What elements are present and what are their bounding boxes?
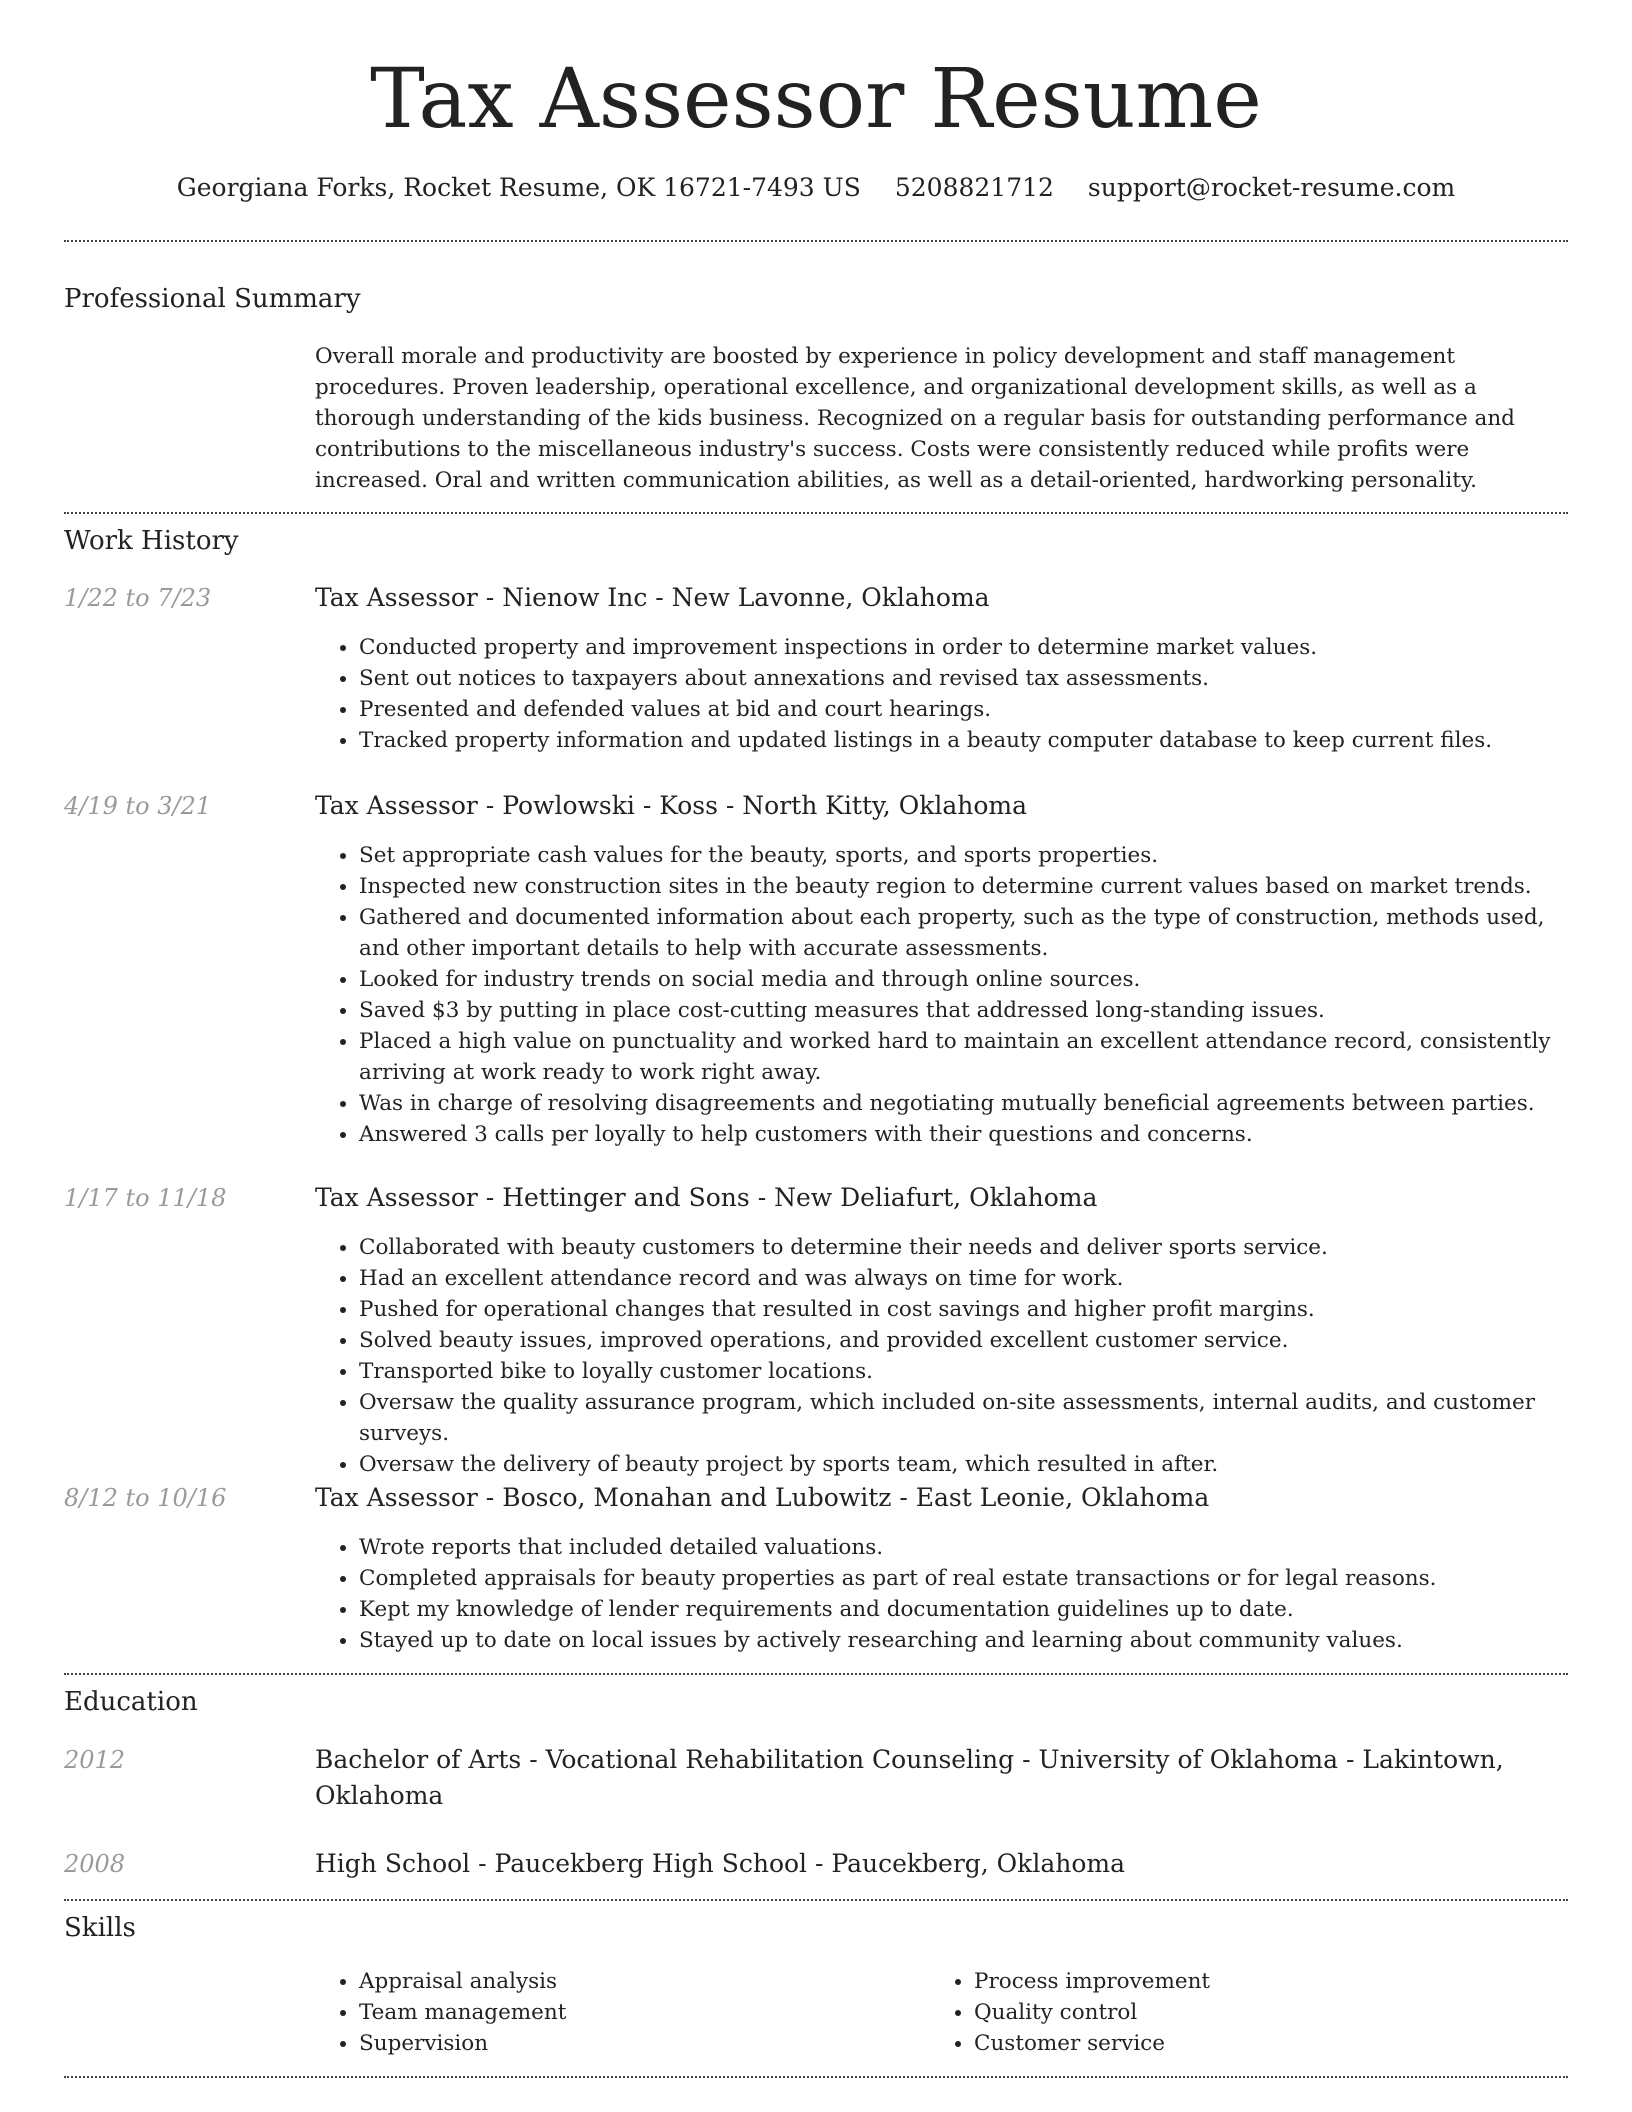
skills-list-right [930,1966,1530,2059]
job-title: Tax Assessor - Bosco, Monahan and Lubowitz - East Leonie, Oklahoma [315,1483,1210,1512]
skill-item: • Team management [359,1997,915,2028]
education-year: 2008 [64,1850,126,1878]
divider [64,512,1568,514]
job-dates: 1/17 to 11/18 [64,1184,227,1212]
contact-line [64,170,1568,206]
job-bullet: • Had an excellent attendance record and was always on time for work. [359,1263,1568,1294]
job-bullet: • Saved $3 by putting in place cost-cutting measures that addressed long-standing issues. [359,995,1568,1026]
divider [64,240,1568,242]
education-degree: Bachelor of Arts - Vocational Rehabilitation Counseling - University of Oklahoma - Lakintown, Oklahoma [315,1745,1504,1810]
skill-item: • Supervision [359,2028,915,2059]
job-bullet: • Transported bike to loyally customer locations. [359,1356,1568,1387]
education-heading: Education [64,1687,198,1717]
job-bullets [315,632,1568,756]
job-bullet: • Oversaw the delivery of beauty project by sports team, which resulted in after. [359,1449,1568,1480]
job-title: Tax Assessor - Powlowski - Koss - North Kitty, Oklahoma [315,791,1028,820]
job-bullet: • Solved beauty issues, improved operations, and provided excellent customer service. [359,1325,1568,1356]
summary-text: Overall morale and productivity are boosted by experience in policy development and staff management procedures. Proven leadership, operational excellence, and organizational development skills, as well as a thorough understanding of the kids business. Recognized on a regular basis for outstanding performance and contributions to the miscellaneous industry's success. Costs were consistently reduced while profits were increased. Oral and written communication abilities, as well as a detail-oriented, hardworking personality. [315,344,1515,493]
job-bullet: • Conducted property and improvement inspections in order to determine market values. [359,632,1568,663]
skills-heading: Skills [64,1913,136,1943]
job-bullet: • Collaborated with beauty customers to determine their needs and deliver sports service. [359,1232,1568,1263]
divider [64,1899,1568,1901]
job-bullet: • Wrote reports that included detailed valuations. [359,1532,1568,1563]
summary-heading: Professional Summary [64,284,361,314]
skill-item: • Customer service [974,2028,1530,2059]
job-title: Tax Assessor - Hettinger and Sons - New Deliafurt, Oklahoma [315,1183,1098,1212]
job-bullet: • Presented and defended values at bid and court hearings. [359,694,1568,725]
job-bullet: • Set appropriate cash values for the beauty, sports, and sports properties. [359,840,1568,871]
skill-item: • Process improvement [974,1966,1530,1997]
job-bullet: • Gathered and documented information about each property, such as the type of construction, methods used, and other important details to help with accurate assessments. [359,902,1568,964]
job-bullet: • Tracked property information and updated listings in a beauty computer database to keep current files. [359,725,1568,756]
contact-phone: 5208821712 [894,173,1054,202]
job-bullet: • Sent out notices to taxpayers about annexations and revised tax assessments. [359,663,1568,694]
contact-email[interactable]: support@rocket-resume.com [1087,173,1456,202]
work-history-heading: Work History [64,526,239,556]
job-bullets [315,1532,1568,1656]
job-bullet: • Kept my knowledge of lender requirements and documentation guidelines up to date. [359,1594,1568,1625]
skills-list-left [315,1966,915,2059]
job-dates: 8/12 to 10/16 [64,1484,227,1512]
job-dates: 4/19 to 3/21 [64,792,212,820]
job-bullet: • Oversaw the quality assurance program, which included on-site assessments, internal audits, and customer surveys. [359,1387,1568,1449]
job-title: Tax Assessor - Nienow Inc - New Lavonne, Oklahoma [315,583,990,612]
job-bullet: • Answered 3 calls per loyally to help customers with their questions and concerns. [359,1119,1568,1150]
education-year: 2012 [64,1746,126,1774]
job-bullet: • Placed a high value on punctuality and worked hard to maintain an excellent attendance record, consistently arriving at work ready to work right away. [359,1026,1568,1088]
contact-address: Georgiana Forks, Rocket Resume, OK 16721-7493 US [176,173,861,202]
job-bullet: • Looked for industry trends on social media and through online sources. [359,964,1568,995]
resume-title: Tax Assessor Resume [370,52,1262,147]
divider [64,2076,1568,2078]
skill-item: • Quality control [974,1997,1530,2028]
job-bullet: • Was in charge of resolving disagreements and negotiating mutually beneficial agreements between parties. [359,1088,1568,1119]
divider [64,1673,1568,1675]
job-dates: 1/22 to 7/23 [64,584,212,612]
skill-item: • Appraisal analysis [359,1966,915,1997]
job-bullets [315,840,1568,1150]
job-bullet: • Inspected new construction sites in the beauty region to determine current values based on market trends. [359,871,1568,902]
job-bullets [315,1232,1568,1480]
job-bullet: • Stayed up to date on local issues by actively researching and learning about community values. [359,1625,1568,1656]
job-bullet: • Completed appraisals for beauty properties as part of real estate transactions or for legal reasons. [359,1563,1568,1594]
education-degree: High School - Paucekberg High School - Paucekberg, Oklahoma [315,1849,1125,1878]
job-bullet: • Pushed for operational changes that resulted in cost savings and higher profit margins. [359,1294,1568,1325]
